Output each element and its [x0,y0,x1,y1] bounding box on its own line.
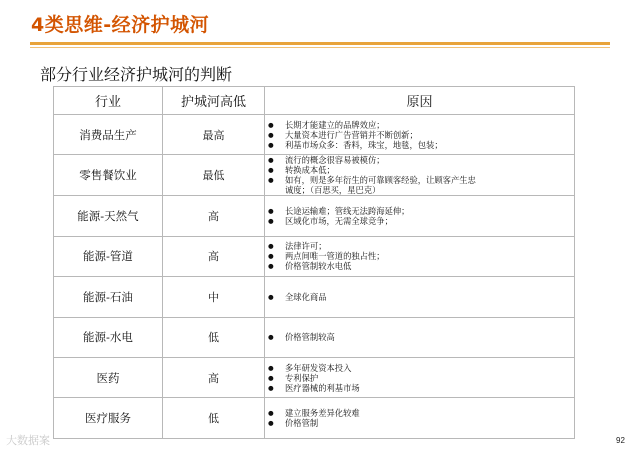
industry-cell: 能源-管道 [54,236,163,276]
reason-cell [265,115,575,155]
reason-item: ● 利基市场众多：香料，珠宝，地毯，包装； [265,140,574,150]
moat-level-cell: 最低 [163,155,265,196]
reason-item: ● 区域化市场，无需全球竞争； [265,216,574,226]
moat-level-cell: 最高 [163,115,265,155]
industry-cell: 医疗服务 [54,398,163,438]
reason-item: ● 流行的概念很容易被模仿； [265,155,574,165]
reason-item: ● 法律许可； [265,241,574,251]
moat-level-cell: 高 [163,357,265,397]
title-rule [30,42,610,45]
moat-level-cell: 高 [163,196,265,236]
moat-level-cell: 中 [163,277,265,317]
table-row [54,317,575,357]
reason-list [265,155,574,195]
table-header-row [54,87,575,115]
moat-table [53,86,575,439]
header-industry: 行业 [54,87,163,115]
table-row [54,115,575,155]
reason-item: ● 如有，则是多年衍生的可靠顾客经验，让顾客产生忠 [265,175,574,185]
table-row [54,236,575,276]
reason-item: ● 价格管制较高 [265,332,574,342]
reason-item: 诚度；（百思买，星巴克） [285,185,381,196]
reason-cell [265,277,575,317]
reason-item: ● 专利保护 [265,373,574,383]
reason-cell [265,357,575,397]
reason-list [265,363,574,393]
reason-item: ● 价格管制 [265,418,574,428]
page-title: 4类思维-经济护城河 [31,14,210,36]
header-reason: 原因 [265,87,575,115]
table-row [54,196,575,236]
table-row [54,155,575,196]
industry-cell: 能源-石油 [54,277,163,317]
reason-list [265,292,574,302]
reason-cell [265,236,575,276]
reason-item: ● 全球化商品 [265,292,574,302]
industry-cell: 能源-水电 [54,317,163,357]
reason-list [265,206,574,226]
table-row [54,357,575,397]
reason-item: ● 转换成本低； [265,165,574,175]
industry-cell: 能源-天然气 [54,196,163,236]
page-number: 92 [616,436,625,445]
moat-level-cell: 低 [163,398,265,438]
reason-item: ● 建立服务差异化较难 [265,408,574,418]
table-row [54,398,575,438]
reason-cell [265,317,575,357]
reason-item: ● 长途运输难；管线无法跨海延伸； [265,206,574,216]
moat-level-cell: 高 [163,236,265,276]
reason-list [265,408,574,428]
reason-list [265,120,574,150]
reason-cell [265,196,575,236]
table-row [54,277,575,317]
table-subtitle: 部分行业经济护城河的判断 [40,65,233,84]
reason-item: ● 两点间唯一管道的独占性； [265,251,574,261]
reason-item: ● 价格管制较水电低 [265,261,574,271]
reason-cell [265,155,575,196]
reason-item: ● 医疗器械的利基市场 [265,383,574,393]
reason-cell [265,398,575,438]
reason-list [265,332,574,342]
header-moat-level: 护城河高低 [163,87,265,115]
reason-item: ● 长期才能建立的品牌效应； [265,120,574,130]
reason-item: ● 多年研发资本投入 [265,363,574,373]
industry-cell: 医药 [54,357,163,397]
watermark-logo: 大数据案 [6,434,50,447]
reason-item: ● 大量资本进行广告营销并不断创新； [265,130,574,140]
industry-cell: 零售餐饮业 [54,155,163,196]
moat-level-cell: 低 [163,317,265,357]
reason-list [265,241,574,271]
title-rule-thin [30,47,610,48]
industry-cell: 消费品生产 [54,115,163,155]
